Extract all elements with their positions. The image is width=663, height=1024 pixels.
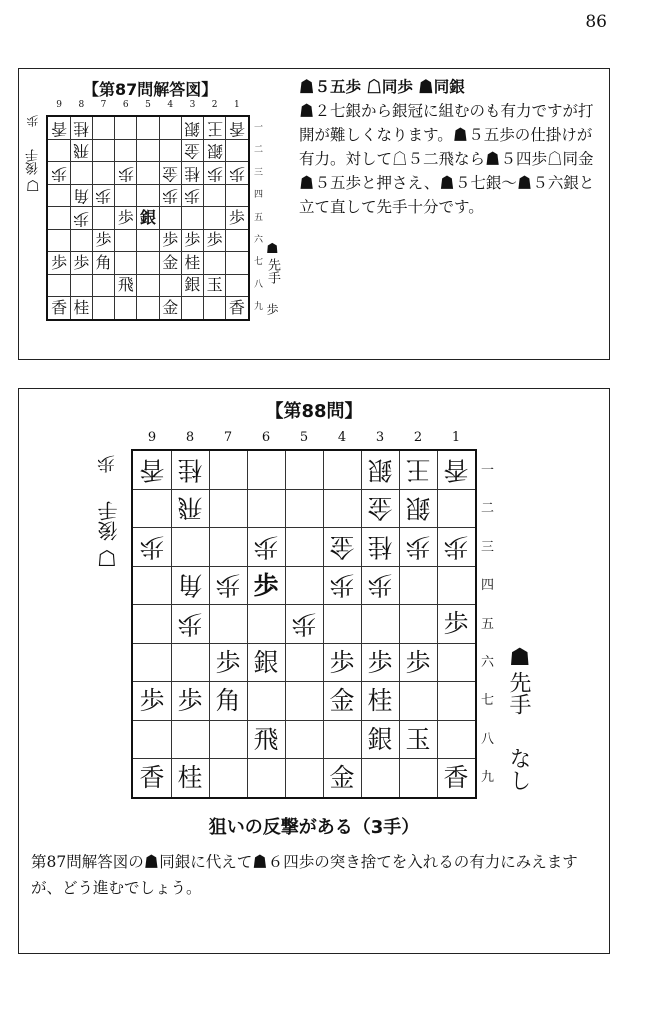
shogi-piece: 歩 — [73, 208, 90, 228]
problem88-gote-mark-icon: ☖ — [97, 547, 117, 572]
shogi-piece: 歩 — [95, 230, 112, 250]
shogi-piece: 歩 — [329, 571, 355, 601]
shogi-piece: 角 — [95, 252, 112, 272]
shogi-piece: 歩 — [139, 686, 165, 716]
row-label: 五 — [254, 212, 264, 223]
problem87-answer-moves: ☗５五歩 ☖同歩 ☗同銀 — [299, 77, 465, 96]
row-label: 六 — [481, 654, 495, 670]
column-label: 9 — [147, 430, 157, 445]
row-label: 三 — [481, 539, 495, 555]
problem88-caption: 狙いの反撃がある（3手） — [208, 817, 420, 838]
shogi-piece: 角 — [215, 686, 241, 716]
shogi-piece: 歩 — [177, 686, 203, 716]
shogi-piece: 香 — [51, 119, 68, 139]
problem87-gote-hand-pieces: 歩 — [26, 115, 40, 127]
problem87-sente-hand-label: 先手 — [265, 258, 280, 284]
problem88-panel — [18, 388, 610, 954]
shogi-piece: 香 — [443, 763, 469, 793]
shogi-piece: 桂 — [184, 164, 201, 184]
shogi-piece: 香 — [228, 297, 245, 317]
shogi-piece: 歩 — [443, 609, 469, 639]
shogi-piece: 歩 — [139, 532, 165, 562]
column-label: 3 — [189, 100, 196, 110]
shogi-piece: 桂 — [73, 119, 90, 139]
shogi-piece: 金 — [329, 686, 355, 716]
shogi-piece: 歩 — [329, 647, 355, 677]
problem87-gote-hand-label: 後手 — [26, 149, 41, 175]
column-label: 5 — [145, 100, 151, 110]
shogi-piece: 歩 — [215, 571, 241, 601]
row-label: 八 — [481, 731, 495, 747]
shogi-piece: 金 — [184, 141, 201, 161]
problem87-gote-mark-icon: ☖ — [26, 177, 40, 195]
shogi-piece: 飛 — [253, 724, 279, 754]
shogi-piece: 歩 — [253, 532, 279, 562]
row-label: 四 — [481, 578, 495, 594]
shogi-piece: 金 — [329, 763, 355, 793]
shogi-piece: 金 — [162, 252, 179, 272]
shogi-piece: 歩 — [73, 252, 90, 272]
column-label: 3 — [375, 430, 385, 445]
shogi-piece: 歩 — [367, 571, 393, 601]
shogi-piece: 銀 — [367, 455, 393, 485]
column-label: 1 — [234, 100, 240, 110]
shogi-piece: 歩 — [291, 609, 317, 639]
problem88-sente-hand-label: 先手 — [506, 671, 531, 715]
column-label: 6 — [261, 430, 271, 445]
row-label: 三 — [254, 167, 264, 178]
shogi-piece: 歩 — [405, 647, 431, 677]
shogi-piece: 歩 — [184, 230, 201, 250]
problem88-gote-hand-pieces: 歩 — [97, 455, 118, 473]
shogi-piece: 銀 — [253, 647, 279, 677]
shogi-piece: 歩 — [117, 164, 134, 184]
shogi-piece: 桂 — [184, 252, 201, 272]
shogi-piece: 玉 — [206, 275, 223, 295]
column-label: 8 — [185, 430, 195, 445]
shogi-piece: 香 — [443, 455, 469, 485]
column-label: 8 — [78, 100, 85, 110]
row-label: 一 — [481, 462, 495, 478]
column-label: 2 — [413, 430, 423, 445]
problem87-board — [46, 115, 250, 321]
shogi-piece: 歩 — [367, 647, 393, 677]
column-label: 1 — [451, 430, 461, 445]
shogi-piece: 歩 — [162, 230, 179, 250]
problem88-gote-hand-label: 後手 — [97, 501, 121, 541]
shogi-piece: 歩 — [177, 609, 203, 639]
shogi-piece: 飛 — [73, 141, 90, 161]
shogi-piece: 歩 — [184, 186, 201, 206]
shogi-piece: 歩 — [215, 647, 241, 677]
shogi-piece: 銀 — [367, 724, 393, 754]
shogi-piece: 歩 — [253, 571, 279, 601]
problem88-title: 【第88問】 — [265, 401, 363, 422]
problem88-sente-mark-icon: ☗ — [509, 643, 531, 671]
shogi-piece: 角 — [177, 571, 203, 601]
shogi-piece: 歩 — [51, 252, 68, 272]
row-label: 二 — [254, 145, 264, 156]
shogi-piece: 王 — [206, 119, 223, 139]
column-label: 9 — [56, 100, 62, 110]
shogi-piece: 角 — [73, 186, 90, 206]
shogi-piece: 歩 — [162, 186, 179, 206]
column-label: 2 — [211, 100, 218, 110]
row-label: 六 — [254, 234, 264, 245]
row-label: 七 — [481, 693, 495, 709]
shogi-piece: 歩 — [228, 164, 245, 184]
shogi-piece: 飛 — [117, 275, 134, 295]
column-label: 5 — [299, 430, 309, 445]
shogi-piece: 歩 — [206, 230, 223, 250]
row-label: 七 — [254, 257, 264, 268]
shogi-piece: 香 — [228, 119, 245, 139]
shogi-piece: 飛 — [177, 494, 203, 524]
shogi-piece: 歩 — [117, 207, 134, 227]
problem87-answer-text: ☗２七銀から銀冠に組むのも有力ですが打開が難しくなります。☗５五歩の仕掛けが有力。対して☖５二飛なら☗５四歩☖同金☗５五歩と押さえ、☗５七銀〜☗５六銀と立て直して先手十分です。 — [299, 102, 595, 216]
row-label: 二 — [481, 501, 495, 517]
shogi-piece: 歩 — [405, 532, 431, 562]
shogi-piece: 金 — [162, 164, 179, 184]
shogi-piece: 桂 — [177, 763, 203, 793]
column-label: 6 — [122, 100, 129, 110]
shogi-piece: 歩 — [228, 207, 245, 227]
shogi-piece: 歩 — [51, 164, 68, 184]
shogi-piece: 香 — [139, 455, 165, 485]
problem87-sente-mark-icon: ☗ — [266, 241, 279, 257]
shogi-piece: 金 — [367, 494, 393, 524]
problem88-board — [131, 449, 477, 799]
shogi-piece: 銀 — [139, 207, 156, 227]
shogi-piece: 玉 — [405, 724, 431, 754]
shogi-piece: 銀 — [184, 119, 201, 139]
row-label: 八 — [254, 279, 264, 290]
shogi-piece: 金 — [162, 297, 179, 317]
row-label: 五 — [481, 616, 495, 632]
shogi-piece: 王 — [405, 455, 431, 485]
shogi-piece: 桂 — [367, 532, 393, 562]
shogi-piece: 桂 — [73, 297, 90, 317]
column-label: 4 — [167, 100, 174, 110]
row-label: 九 — [254, 302, 264, 313]
row-label: 一 — [254, 122, 264, 133]
shogi-piece: 歩 — [443, 532, 469, 562]
shogi-piece: 香 — [139, 763, 165, 793]
row-label: 九 — [481, 770, 495, 786]
page-number: 86 — [585, 12, 607, 32]
shogi-piece: 銀 — [405, 494, 431, 524]
problem87-panel — [18, 68, 610, 360]
shogi-piece: 歩 — [206, 164, 223, 184]
shogi-piece: 銀 — [184, 275, 201, 295]
row-label: 四 — [254, 190, 264, 201]
shogi-piece: 桂 — [177, 455, 203, 485]
shogi-piece: 歩 — [95, 186, 112, 206]
shogi-piece: 金 — [329, 532, 355, 562]
problem88-sente-hand-pieces: なし — [506, 747, 531, 791]
shogi-piece: 香 — [51, 297, 68, 317]
shogi-piece: 桂 — [367, 686, 393, 716]
shogi-piece: 銀 — [206, 141, 223, 161]
column-label: 7 — [100, 100, 107, 110]
column-label: 7 — [223, 430, 233, 445]
problem88-description: 第87問解答図の☗同銀に代えて☗６四歩の突き捨てを入れるの有力にみえますが、どう進むでしょう。 — [31, 853, 578, 897]
problem87-title: 【第87問解答図】 — [83, 80, 218, 99]
column-label: 4 — [337, 430, 347, 445]
problem87-sente-hand-pieces: 歩 — [265, 303, 279, 315]
